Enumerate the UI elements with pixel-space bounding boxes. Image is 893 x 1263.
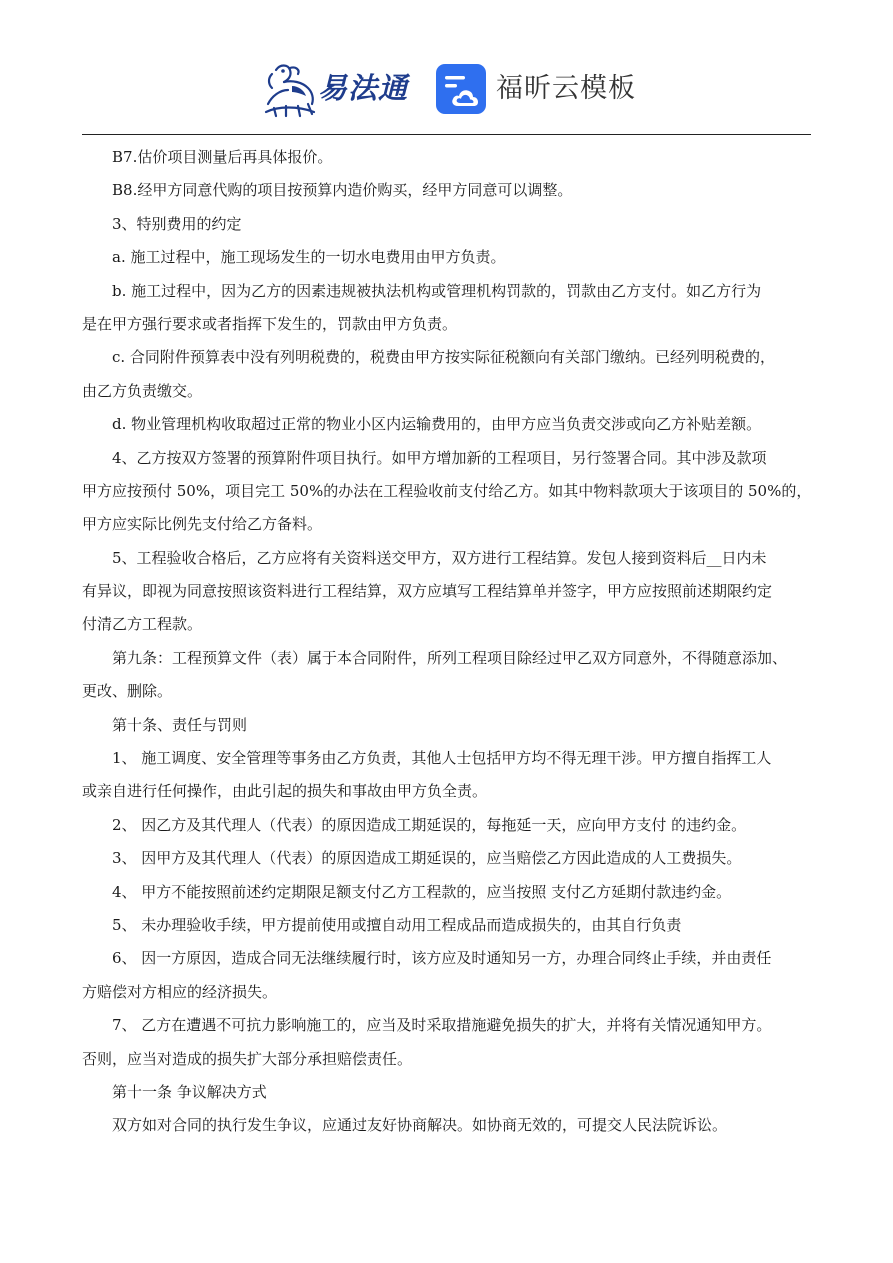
text-line: 4、乙方按双方签署的预算附件项目执行。如甲方增加新的工程项目，另行签署合同。其中涉及款项: [112, 448, 767, 467]
fuxin-logo-text: 福昕云模板: [496, 73, 636, 104]
text-line: B8.经甲方同意代购的项目按预算内造价购买，经甲方同意可以调整。: [112, 181, 573, 200]
text-line: 方赔偿对方相应的经济损失。: [82, 982, 278, 1001]
text-line: b. 施工过程中，因为乙方的因素违规被执法机构或管理机构罚款的，罚款由乙方支付。如乙方行为: [112, 281, 762, 300]
text-line: 3、 因甲方及其代理人（代表）的原因造成工期延误的，应当赔偿乙方因此造成的人工费损失。: [112, 849, 742, 868]
text-line: 5、工程验收合格后，乙方应将有关资料送交甲方，双方进行工程结算。发包人接到资料后__日内未: [112, 548, 767, 567]
text-line: 第十条、责任与罚则: [112, 715, 248, 734]
text-line: 第九条：工程预算文件（表）属于本合同附件，所列工程项目除经过甲乙双方同意外，不得随意添加、: [112, 648, 788, 667]
text-line: 或亲自进行任何操作，由此引起的损失和事故由甲方负全责。: [82, 782, 488, 801]
text-line: 5、 未办理验收手续，甲方提前使用或擅自动用工程成品而造成损失的，由其自行负责: [112, 915, 682, 934]
text-line: 3、特别费用的约定: [112, 214, 242, 233]
text-line: c. 合同附件预算表中没有列明税费的，税费由甲方按实际征税额向有关部门缴纳。已经列明税费的，: [112, 348, 775, 367]
document-header: [0, 58, 893, 122]
text-line: 甲方应按预付 50%，项目完工 50%的办法在工程验收前支付给乙方。如其中物料款项大于该项目的 50%的，: [82, 481, 812, 500]
text-line: 甲方应实际比例先支付给乙方备料。: [82, 515, 323, 534]
text-line: 7、 乙方在遭遇不可抗力影响施工的，应当及时采取措施避免损失的扩大，并将有关情况通知甲方。: [112, 1016, 772, 1035]
text-line: 6、 因一方原因，造成合同无法继续履行时，该方应及时通知另一方，办理合同终止手续，并由责任: [112, 949, 772, 968]
text-line: 4、 甲方不能按照前述约定期限足额支付乙方工程款的，应当按照 支付乙方延期付款违约金。: [112, 882, 732, 901]
document-body: [82, 141, 814, 1143]
text-line: 更改、删除。: [82, 682, 173, 701]
text-line: 双方如对合同的执行发生争议，应通过友好协商解决。如协商无效的，可提交人民法院诉讼。: [112, 1116, 728, 1135]
text-line: B7.估价项目测量后再具体报价。: [112, 148, 333, 166]
text-line: 否则，应当对造成的损失扩大部分承担赔偿责任。: [82, 1049, 413, 1068]
text-line: 是在甲方强行要求或者指挥下发生的，罚款由甲方负责。: [82, 314, 458, 333]
text-line: a. 施工过程中，施工现场发生的一切水电费用由甲方负责。: [112, 248, 506, 267]
text-line: 付清乙方工程款。: [82, 615, 203, 634]
text-line: 有异议，即视为同意按照该资料进行工程结算，双方应填写工程结算单并签字，甲方应按照前述期限约定: [82, 582, 773, 601]
fuxin-cloud-icon: [436, 64, 486, 114]
header-divider: [82, 134, 811, 135]
text-line: 1、 施工调度、安全管理等事务由乙方负责，其他人士包括甲方均不得无理干涉。甲方擅自指挥工人: [112, 749, 772, 768]
text-line: d. 物业管理机构收取超过正常的物业小区内运输费用的，由甲方应当负责交涉或向乙方补贴差额。: [112, 415, 762, 434]
yifatong-logo-text: 易法通: [318, 71, 409, 105]
text-line: 第十一条 争议解决方式: [112, 1082, 267, 1101]
text-line: 由乙方负责缴交。: [82, 381, 203, 400]
text-line: 2、 因乙方及其代理人（代表）的原因造成工期延误的，每拖延一天，应向甲方支付 的违约金。: [112, 815, 747, 834]
